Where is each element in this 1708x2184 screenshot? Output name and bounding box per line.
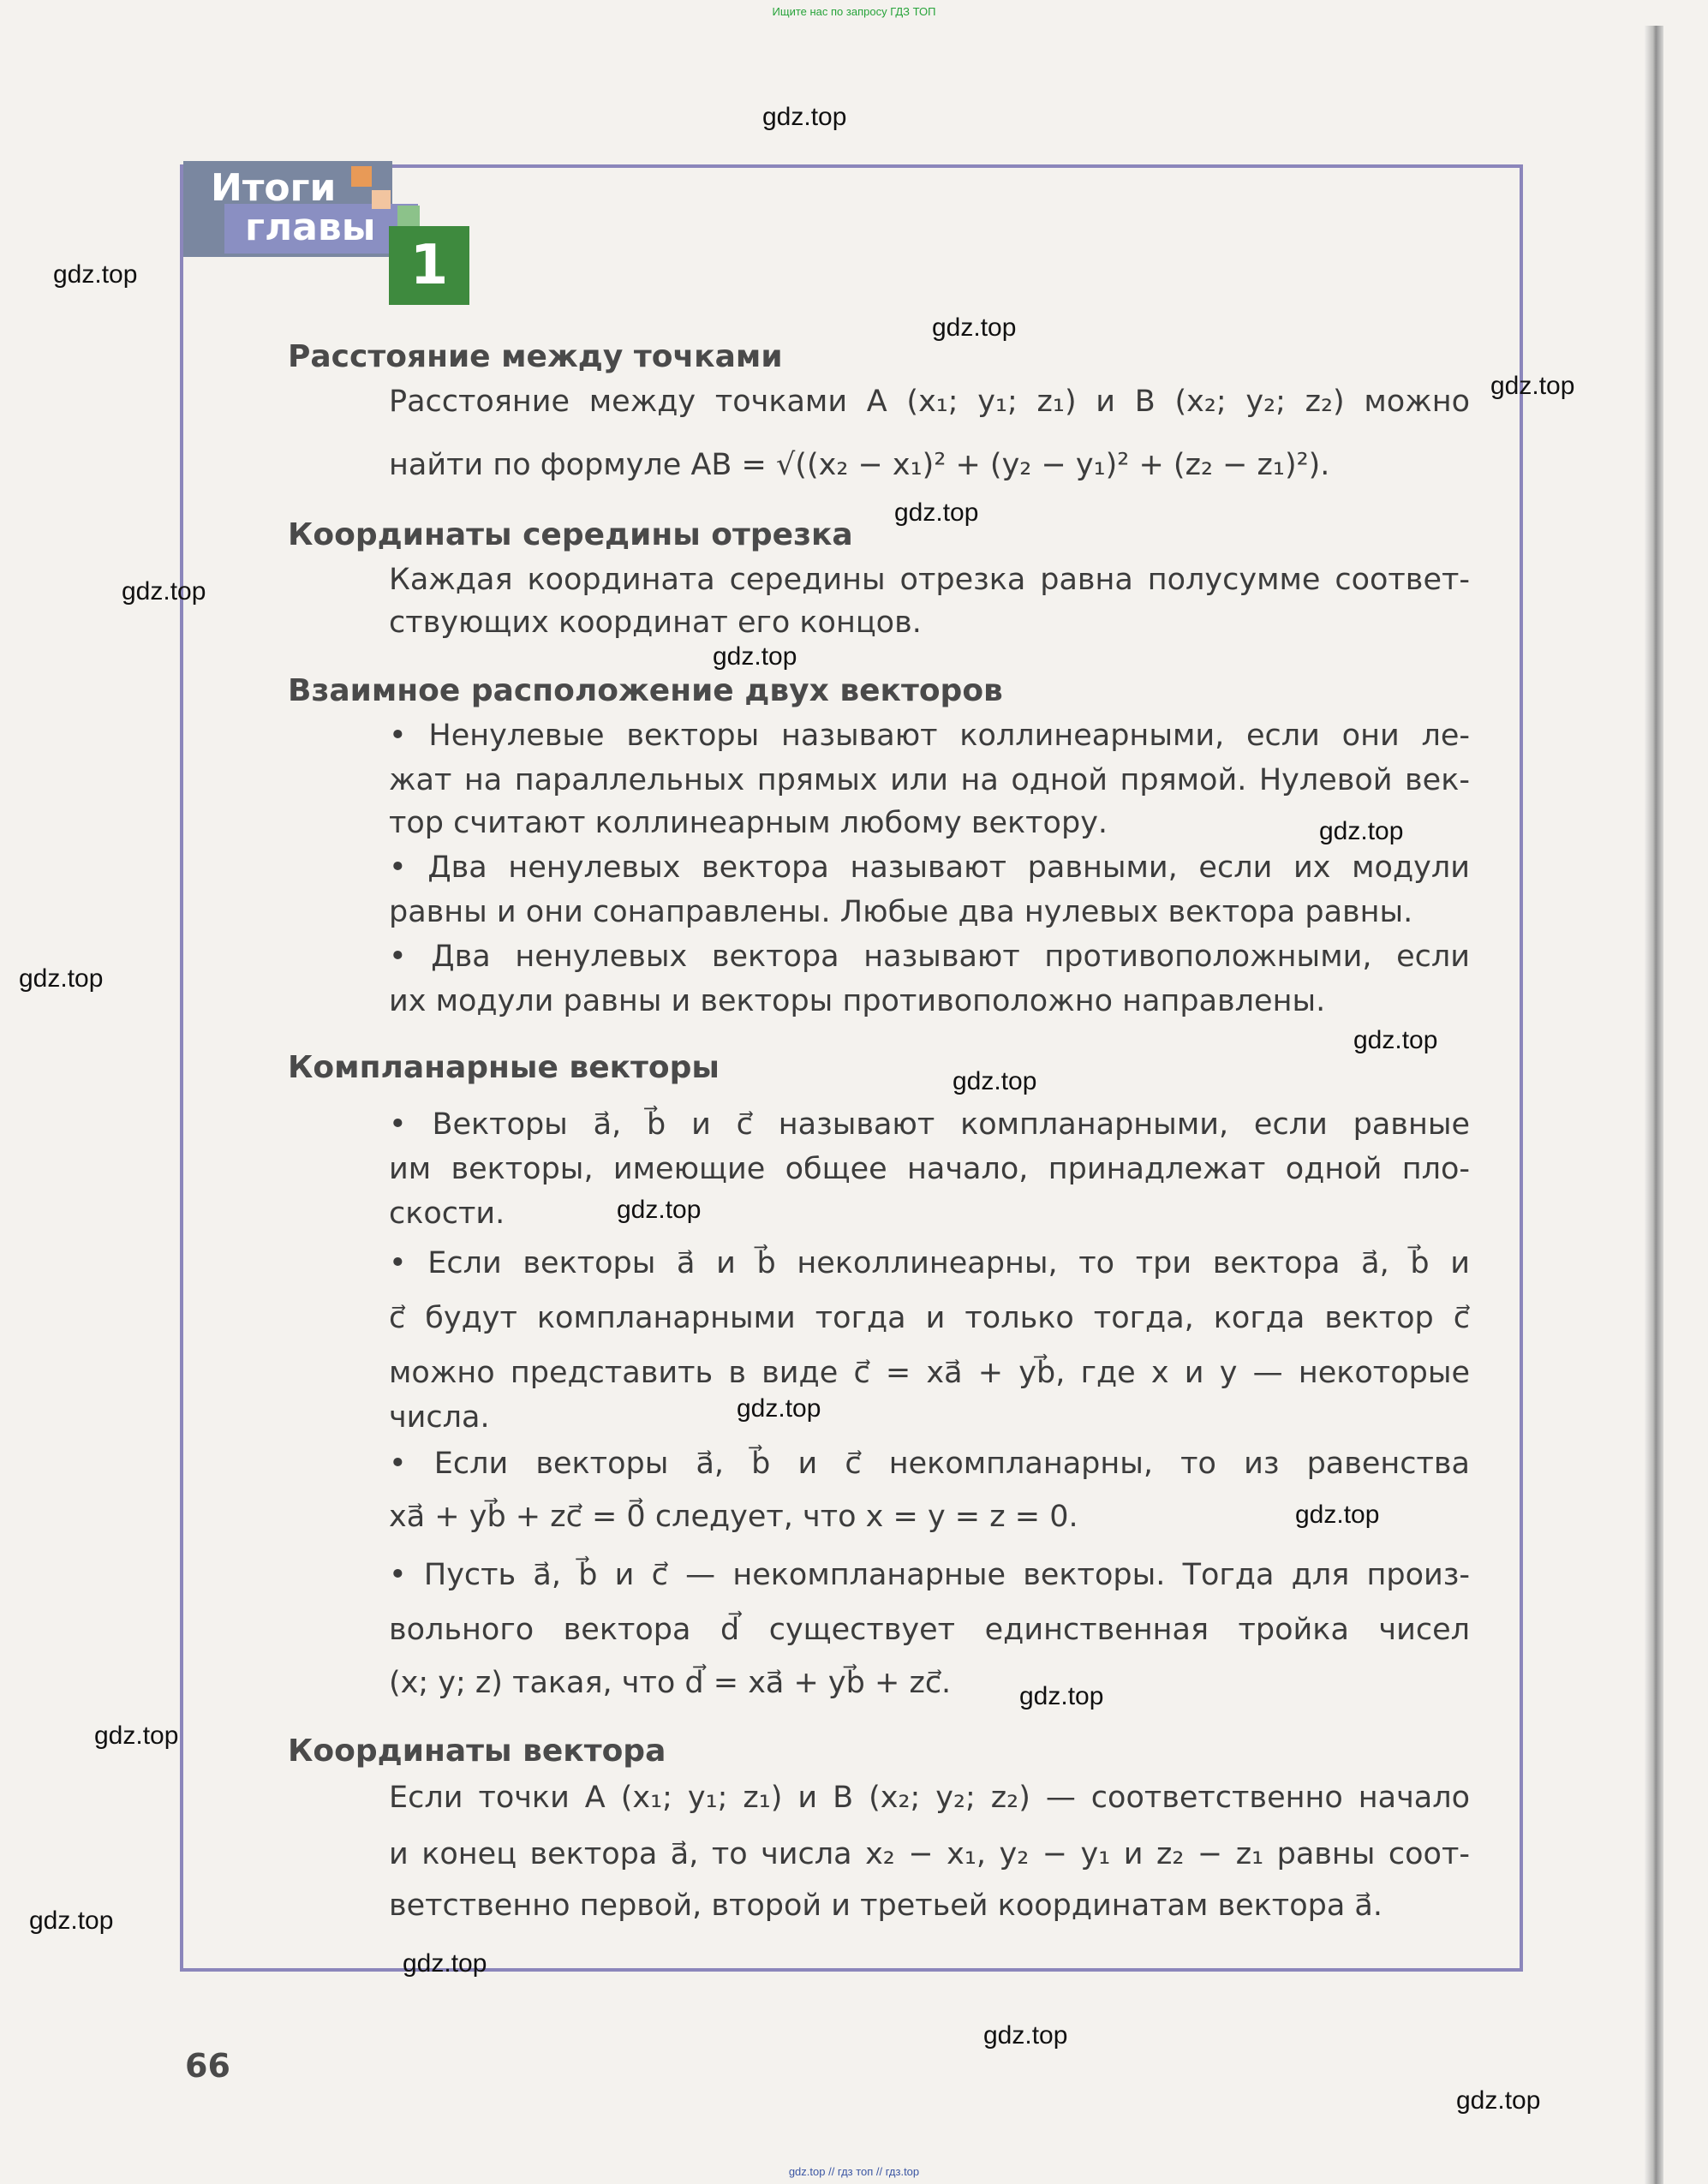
heading-vector-coordinates: Координаты вектора: [288, 1733, 666, 1769]
watermark: gdz.top: [19, 964, 104, 993]
watermark: gdz.top: [713, 642, 797, 671]
bottom-banner: gdz.top // гдз топ // гдз.top: [788, 2165, 920, 2178]
watermark: gdz.top: [894, 498, 979, 527]
watermark: gdz.top: [122, 577, 206, 606]
watermark: gdz.top: [29, 1907, 114, 1935]
text-line: Если точки A (x₁; y₁; z₁) и B (x₂; y₂; z₂) — соответственно начало: [389, 1781, 1470, 1815]
text-line: и конец вектора a⃗, то числа x₂ − x₁, y₂ − y₁ и z₂ − z₁ равны соот-: [389, 1837, 1470, 1871]
text-line: Расстояние между точками A (x₁; y₁; z₁) и B (x₂; y₂; z₂) можно: [389, 385, 1470, 419]
text-line: можно представить в виде c⃗ = xa⃗ + yb⃗, где x и y — некоторые: [389, 1356, 1470, 1390]
watermark: gdz.top: [737, 1394, 821, 1423]
text-line: c⃗ будут компланарными тогда и только тогда, когда вектор c⃗: [389, 1301, 1470, 1335]
text-line: ветственно первой, второй и третьей координатам вектора a⃗.: [389, 1889, 1383, 1923]
watermark: gdz.top: [762, 103, 847, 131]
bullet-line: • Два ненулевых вектора называют противоположными, если: [389, 940, 1470, 974]
page-number: 66: [185, 2047, 230, 2085]
text-line: их модули равны и векторы противоположно направлены.: [389, 984, 1326, 1018]
text-line: жат на параллельных прямых или на одной прямой. Нулевой век-: [389, 763, 1470, 797]
heading-distance: Расстояние между точками: [288, 339, 783, 374]
text-line: ствующих координат его концов.: [389, 606, 922, 640]
formula-line: найти по формуле AB = √((x₂ − x₁)² + (y₂ − y₁)² + (z₂ − z₁)²).: [389, 448, 1330, 482]
watermark: gdz.top: [1490, 372, 1575, 400]
watermark: gdz.top: [1353, 1026, 1438, 1054]
bullet-line: • Если векторы a⃗, b⃗ и c⃗ некомпланарны, то из равенства: [389, 1447, 1470, 1481]
text-line: (x; y; z) такая, что d⃗ = xa⃗ + yb⃗ + zc⃗.: [389, 1666, 952, 1700]
badge-square-green: [397, 206, 420, 226]
watermark: gdz.top: [1456, 2086, 1541, 2115]
text-line: тор считают коллинеарным любому вектору.: [389, 806, 1108, 840]
bullet-line: • Векторы a⃗, b⃗ и c⃗ называют компланарными, если равные: [389, 1107, 1470, 1142]
text-line: вольного вектора d⃗ существует единственная тройка чисел: [389, 1613, 1470, 1647]
watermark: gdz.top: [932, 313, 1017, 342]
badge-title-line-1: Итоги: [211, 166, 337, 210]
chapter-summary-badge: [183, 161, 475, 313]
bullet-line: • Два ненулевых вектора называют равными, если их модули: [389, 850, 1470, 885]
watermark: gdz.top: [983, 2021, 1068, 2050]
watermark: gdz.top: [53, 260, 138, 289]
text-line: равны и они сонаправлены. Любые два нулевых вектора равны.: [389, 895, 1413, 929]
text-line: xa⃗ + yb⃗ + zc⃗ = 0⃗ следует, что x = y = z = 0.: [389, 1500, 1078, 1534]
bullet-line: • Если векторы a⃗ и b⃗ неколлинеарны, то три вектора a⃗, b⃗ и: [389, 1246, 1470, 1280]
text-line: числа.: [389, 1400, 490, 1435]
badge-square-orange: [351, 166, 372, 187]
watermark: gdz.top: [617, 1196, 702, 1224]
heading-mutual-arrangement: Взаимное расположение двух векторов: [288, 673, 1003, 708]
text-line: им векторы, имеющие общее начало, принадлежат одной пло-: [389, 1152, 1470, 1186]
badge-title-line-2: главы: [245, 206, 376, 249]
heading-midpoint: Координаты середины отрезка: [288, 517, 853, 552]
watermark: gdz.top: [1295, 1501, 1380, 1529]
chapter-number: 1: [389, 226, 469, 305]
watermark: gdz.top: [1319, 817, 1404, 845]
top-banner: Ищите нас по запросу ГДЗ ТОП: [772, 5, 936, 18]
watermark: gdz.top: [1019, 1682, 1104, 1710]
bullet-line: • Пусть a⃗, b⃗ и c⃗ — некомпланарные векторы. Тогда для произ-: [389, 1558, 1470, 1592]
text-line: Каждая координата середины отрезка равна полусумме соответ-: [389, 563, 1470, 597]
watermark: gdz.top: [403, 1949, 487, 1978]
text-line: скости.: [389, 1196, 505, 1231]
heading-coplanar: Компланарные векторы: [288, 1050, 720, 1085]
watermark: gdz.top: [953, 1067, 1037, 1095]
watermark: gdz.top: [94, 1722, 179, 1750]
bullet-line: • Ненулевые векторы называют коллинеарными, если они ле-: [389, 719, 1470, 753]
page-edge-shadow: [1645, 26, 1663, 2184]
